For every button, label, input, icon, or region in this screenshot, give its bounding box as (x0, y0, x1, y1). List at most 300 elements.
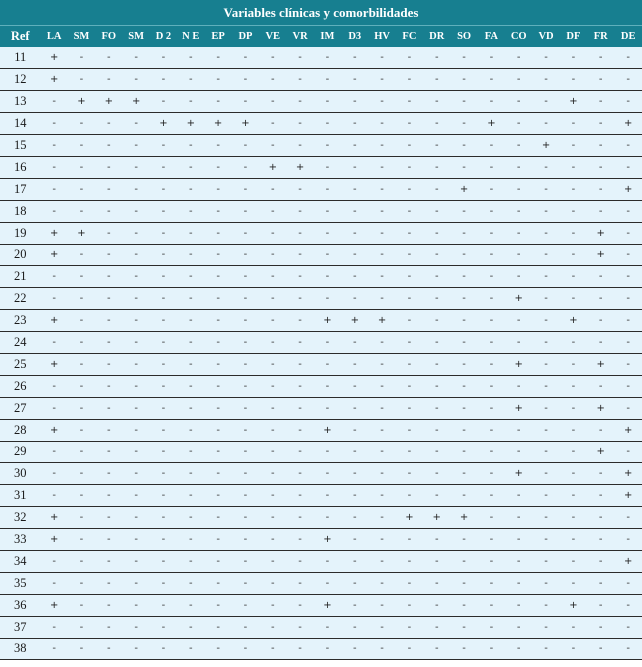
table-cell: - (341, 463, 368, 485)
table-cell: - (423, 69, 450, 91)
table-cell: - (368, 463, 395, 485)
table-cell: - (341, 419, 368, 441)
table-cell: - (95, 135, 122, 157)
table-cell: - (68, 332, 95, 354)
table-cell: - (505, 244, 532, 266)
table-cell: - (314, 47, 341, 69)
table-cell: - (150, 529, 177, 551)
table-cell: - (95, 594, 122, 616)
table-row (0, 463, 642, 485)
column-header: DE (614, 26, 642, 48)
table-cell: - (532, 332, 559, 354)
table-cell: - (122, 616, 149, 638)
table-cell: - (122, 594, 149, 616)
table-cell: + (177, 113, 204, 135)
table-cell: + (68, 222, 95, 244)
table-cell: - (314, 266, 341, 288)
table-cell: - (396, 638, 423, 660)
table-cell: - (532, 178, 559, 200)
table-cell: - (450, 529, 477, 551)
table-cell: - (40, 178, 67, 200)
table-cell: - (341, 266, 368, 288)
column-header-ref: Ref (0, 26, 40, 48)
table-cell: - (204, 353, 231, 375)
column-header: VE (259, 26, 286, 48)
table-cell: - (259, 135, 286, 157)
table-cell: - (177, 485, 204, 507)
table-cell: - (95, 463, 122, 485)
table-cell: - (286, 200, 313, 222)
table-cell: - (423, 310, 450, 332)
row-ref-cell: 33 (0, 529, 40, 551)
table-cell: + (614, 485, 642, 507)
table-cell: - (396, 288, 423, 310)
table-cell: - (587, 550, 614, 572)
table-cell: + (40, 244, 67, 266)
table-cell: - (505, 135, 532, 157)
table-cell: - (177, 638, 204, 660)
table-cell: - (532, 397, 559, 419)
table-cell: - (259, 310, 286, 332)
row-ref-cell: 26 (0, 375, 40, 397)
table-cell: - (286, 572, 313, 594)
column-header: FO (95, 26, 122, 48)
table-cell: - (396, 200, 423, 222)
table-cell: - (177, 332, 204, 354)
table-row (0, 441, 642, 463)
table-cell: - (204, 550, 231, 572)
table-cell: - (587, 200, 614, 222)
table-cell: + (614, 178, 642, 200)
table-cell: - (505, 419, 532, 441)
table-row (0, 178, 642, 200)
table-cell: - (40, 572, 67, 594)
table-cell: - (204, 485, 231, 507)
table-cell: - (177, 529, 204, 551)
table-cell: - (341, 529, 368, 551)
table-cell: - (232, 310, 259, 332)
table-cell: + (423, 507, 450, 529)
row-ref-cell: 16 (0, 156, 40, 178)
table-cell: - (122, 222, 149, 244)
column-header: D3 (341, 26, 368, 48)
table-cell: - (68, 572, 95, 594)
table-cell: - (614, 222, 642, 244)
table-cell: - (95, 113, 122, 135)
table-cell: - (95, 222, 122, 244)
table-cell: - (450, 332, 477, 354)
table-cell: - (122, 135, 149, 157)
table-cell: - (204, 419, 231, 441)
table-cell: - (478, 135, 505, 157)
table-cell: - (314, 485, 341, 507)
table-cell: - (423, 441, 450, 463)
column-header: FR (587, 26, 614, 48)
table-cell: - (396, 222, 423, 244)
table-cell: - (450, 375, 477, 397)
table-cell: - (396, 91, 423, 113)
table-cell: - (95, 397, 122, 419)
table-cell: - (614, 69, 642, 91)
table-cell: - (396, 178, 423, 200)
table-cell: - (396, 419, 423, 441)
table-cell: - (204, 69, 231, 91)
table-cell: - (532, 419, 559, 441)
table-cell: - (204, 310, 231, 332)
table-cell: - (40, 288, 67, 310)
table-cell: - (505, 47, 532, 69)
table-cell: - (560, 441, 587, 463)
table-cell: - (423, 47, 450, 69)
table-cell: + (505, 463, 532, 485)
table-cell: - (150, 507, 177, 529)
table-cell: - (587, 47, 614, 69)
table-cell: - (450, 572, 477, 594)
table-cell: - (95, 441, 122, 463)
table-cell: + (40, 222, 67, 244)
table-cell: - (450, 550, 477, 572)
table-cell: - (614, 156, 642, 178)
table-cell: - (341, 288, 368, 310)
table-cell: - (423, 485, 450, 507)
column-header: DR (423, 26, 450, 48)
table-cell: - (450, 266, 477, 288)
table-cell: - (204, 616, 231, 638)
table-cell: - (232, 594, 259, 616)
table-cell: - (150, 375, 177, 397)
table-cell: - (560, 463, 587, 485)
table-cell: - (259, 397, 286, 419)
table-cell: - (204, 594, 231, 616)
table-cell: - (532, 200, 559, 222)
table-cell: + (341, 310, 368, 332)
table-cell: - (560, 375, 587, 397)
table-cell: - (532, 47, 559, 69)
table-cell: - (232, 91, 259, 113)
table-cell: - (177, 135, 204, 157)
table-cell: - (150, 91, 177, 113)
table-cell: - (314, 332, 341, 354)
table-cell: - (150, 550, 177, 572)
table-cell: - (68, 113, 95, 135)
table-cell: - (532, 550, 559, 572)
table-cell: - (122, 507, 149, 529)
table-cell: - (341, 332, 368, 354)
table-cell: - (396, 550, 423, 572)
table-cell: - (204, 222, 231, 244)
table-cell: - (232, 572, 259, 594)
table-cell: - (259, 113, 286, 135)
table-cell: - (95, 507, 122, 529)
table-cell: - (286, 638, 313, 660)
table-cell: - (560, 69, 587, 91)
table-cell: - (478, 441, 505, 463)
table-cell: + (587, 244, 614, 266)
column-header: VD (532, 26, 559, 48)
table-cell: - (532, 463, 559, 485)
table-cell: - (505, 156, 532, 178)
table-cell: + (587, 441, 614, 463)
table-cell: - (314, 244, 341, 266)
table-cell: - (68, 419, 95, 441)
table-cell: - (396, 69, 423, 91)
table-cell: - (560, 638, 587, 660)
table-cell: - (40, 113, 67, 135)
table-cell: - (122, 266, 149, 288)
table-cell: - (122, 156, 149, 178)
row-ref-cell: 22 (0, 288, 40, 310)
table-cell: - (259, 507, 286, 529)
table-cell: - (122, 310, 149, 332)
table-cell: - (286, 550, 313, 572)
table-cell: + (368, 310, 395, 332)
table-cell: - (368, 485, 395, 507)
table-cell: - (95, 47, 122, 69)
table-cell: - (177, 507, 204, 529)
table-cell: - (450, 113, 477, 135)
table-cell: - (560, 616, 587, 638)
table-cell: - (122, 69, 149, 91)
table-cell: - (614, 91, 642, 113)
table-cell: - (423, 616, 450, 638)
table-cell: - (560, 397, 587, 419)
table-cell: - (259, 200, 286, 222)
table-cell: - (204, 288, 231, 310)
table-cell: - (368, 594, 395, 616)
table-cell: - (177, 419, 204, 441)
column-header: FC (396, 26, 423, 48)
table-cell: - (368, 529, 395, 551)
table-cell: - (314, 572, 341, 594)
table-cell: - (423, 288, 450, 310)
table-cell: - (478, 200, 505, 222)
table-cell: - (259, 419, 286, 441)
table-cell: - (177, 91, 204, 113)
table-cell: - (532, 507, 559, 529)
table-cell: + (40, 507, 67, 529)
table-cell: - (150, 441, 177, 463)
table-cell: - (532, 616, 559, 638)
table-cell: - (505, 266, 532, 288)
table-cell: - (587, 375, 614, 397)
table-cell: - (314, 91, 341, 113)
table-cell: - (341, 135, 368, 157)
table-cell: - (423, 463, 450, 485)
table-cell: - (614, 47, 642, 69)
table-cell: - (232, 616, 259, 638)
table-cell: - (68, 529, 95, 551)
table-cell: - (478, 266, 505, 288)
table-cell: - (95, 332, 122, 354)
table-cell: - (341, 156, 368, 178)
table-cell: - (587, 310, 614, 332)
table-title-row (0, 0, 642, 26)
table-cell: - (423, 550, 450, 572)
table-cell: - (314, 397, 341, 419)
table-cell: - (68, 507, 95, 529)
table-cell: + (40, 310, 67, 332)
table-cell: - (450, 353, 477, 375)
table-cell: - (614, 288, 642, 310)
table-cell: - (122, 47, 149, 69)
table-cell: - (286, 69, 313, 91)
table-cell: + (40, 353, 67, 375)
table-cell: - (314, 616, 341, 638)
table-cell: - (232, 135, 259, 157)
table-cell: - (232, 266, 259, 288)
table-cell: + (396, 507, 423, 529)
table-cell: - (532, 113, 559, 135)
table-cell: - (532, 441, 559, 463)
table-cell: - (95, 375, 122, 397)
table-cell: - (150, 222, 177, 244)
row-ref-cell: 27 (0, 397, 40, 419)
table-cell: - (368, 113, 395, 135)
table-cell: - (505, 113, 532, 135)
table-row (0, 375, 642, 397)
table-cell: - (423, 529, 450, 551)
table-cell: - (423, 135, 450, 157)
table-cell: - (423, 572, 450, 594)
table-cell: - (396, 47, 423, 69)
table-cell: - (478, 91, 505, 113)
table-cell: - (259, 91, 286, 113)
table-cell: - (396, 332, 423, 354)
column-header: DP (232, 26, 259, 48)
table-cell: - (560, 222, 587, 244)
table-cell: - (341, 69, 368, 91)
table-cell: - (587, 638, 614, 660)
table-cell: - (587, 91, 614, 113)
table-cell: - (396, 529, 423, 551)
table-cell: - (341, 616, 368, 638)
table-cell: - (122, 375, 149, 397)
table-row (0, 47, 642, 69)
row-ref-cell: 17 (0, 178, 40, 200)
table-cell: - (478, 178, 505, 200)
table-cell: - (505, 375, 532, 397)
table-cell: - (368, 91, 395, 113)
column-header: SM (68, 26, 95, 48)
table-cell: - (341, 113, 368, 135)
table-cell: + (314, 419, 341, 441)
table-cell: - (368, 616, 395, 638)
column-header: FA (478, 26, 505, 48)
table-cell: - (150, 135, 177, 157)
column-header: D 2 (150, 26, 177, 48)
table-cell: - (286, 375, 313, 397)
row-ref-cell: 36 (0, 594, 40, 616)
table-cell: - (232, 507, 259, 529)
table-cell: + (150, 113, 177, 135)
table-title: Variables clínicas y comorbilidades (0, 0, 642, 26)
table-cell: - (95, 310, 122, 332)
table-cell: - (478, 332, 505, 354)
table-row (0, 135, 642, 157)
table-cell: - (532, 244, 559, 266)
table-cell: - (396, 441, 423, 463)
table-cell: - (286, 441, 313, 463)
table-cell: + (587, 397, 614, 419)
table-cell: - (423, 594, 450, 616)
table-row (0, 156, 642, 178)
table-cell: - (396, 572, 423, 594)
table-cell: - (368, 572, 395, 594)
table-cell: - (177, 69, 204, 91)
table-cell: - (95, 178, 122, 200)
table-cell: - (614, 244, 642, 266)
table-cell: - (40, 638, 67, 660)
table-cell: + (532, 135, 559, 157)
table-cell: + (40, 419, 67, 441)
table-cell: - (177, 266, 204, 288)
row-ref-cell: 31 (0, 485, 40, 507)
table-cell: - (368, 375, 395, 397)
row-ref-cell: 20 (0, 244, 40, 266)
table-cell: - (478, 594, 505, 616)
table-cell: - (341, 91, 368, 113)
table-cell: - (560, 178, 587, 200)
table-cell: - (314, 507, 341, 529)
table-cell: - (368, 353, 395, 375)
column-header: SO (450, 26, 477, 48)
table-cell: - (560, 47, 587, 69)
table-cell: - (95, 616, 122, 638)
table-cell: - (423, 638, 450, 660)
table-cell: - (68, 244, 95, 266)
table-cell: - (423, 353, 450, 375)
table-cell: - (532, 91, 559, 113)
table-cell: - (286, 397, 313, 419)
table-cell: - (505, 550, 532, 572)
table-cell: - (122, 550, 149, 572)
table-cell: - (560, 200, 587, 222)
table-cell: - (40, 135, 67, 157)
table-cell: - (505, 200, 532, 222)
table-cell: - (68, 288, 95, 310)
row-ref-cell: 35 (0, 572, 40, 594)
table-cell: - (505, 178, 532, 200)
table-cell: - (259, 594, 286, 616)
table-cell: - (478, 244, 505, 266)
table-cell: - (150, 638, 177, 660)
table-cell: + (587, 222, 614, 244)
table-cell: - (423, 332, 450, 354)
table-cell: - (396, 375, 423, 397)
table-cell: - (40, 397, 67, 419)
table-cell: - (450, 135, 477, 157)
table-cell: - (286, 616, 313, 638)
table-cell: - (122, 113, 149, 135)
table-cell: - (150, 288, 177, 310)
table-cell: - (532, 485, 559, 507)
table-cell: - (122, 397, 149, 419)
table-cell: - (286, 288, 313, 310)
table-cell: - (560, 529, 587, 551)
table-cell: - (68, 200, 95, 222)
table-cell: - (450, 310, 477, 332)
table-cell: - (204, 375, 231, 397)
table-cell: - (614, 572, 642, 594)
table-row (0, 638, 642, 660)
table-cell: - (286, 485, 313, 507)
table-cell: - (560, 156, 587, 178)
table-cell: - (478, 69, 505, 91)
table-cell: - (204, 507, 231, 529)
column-header: IM (314, 26, 341, 48)
table-cell: + (314, 594, 341, 616)
table-cell: - (368, 550, 395, 572)
